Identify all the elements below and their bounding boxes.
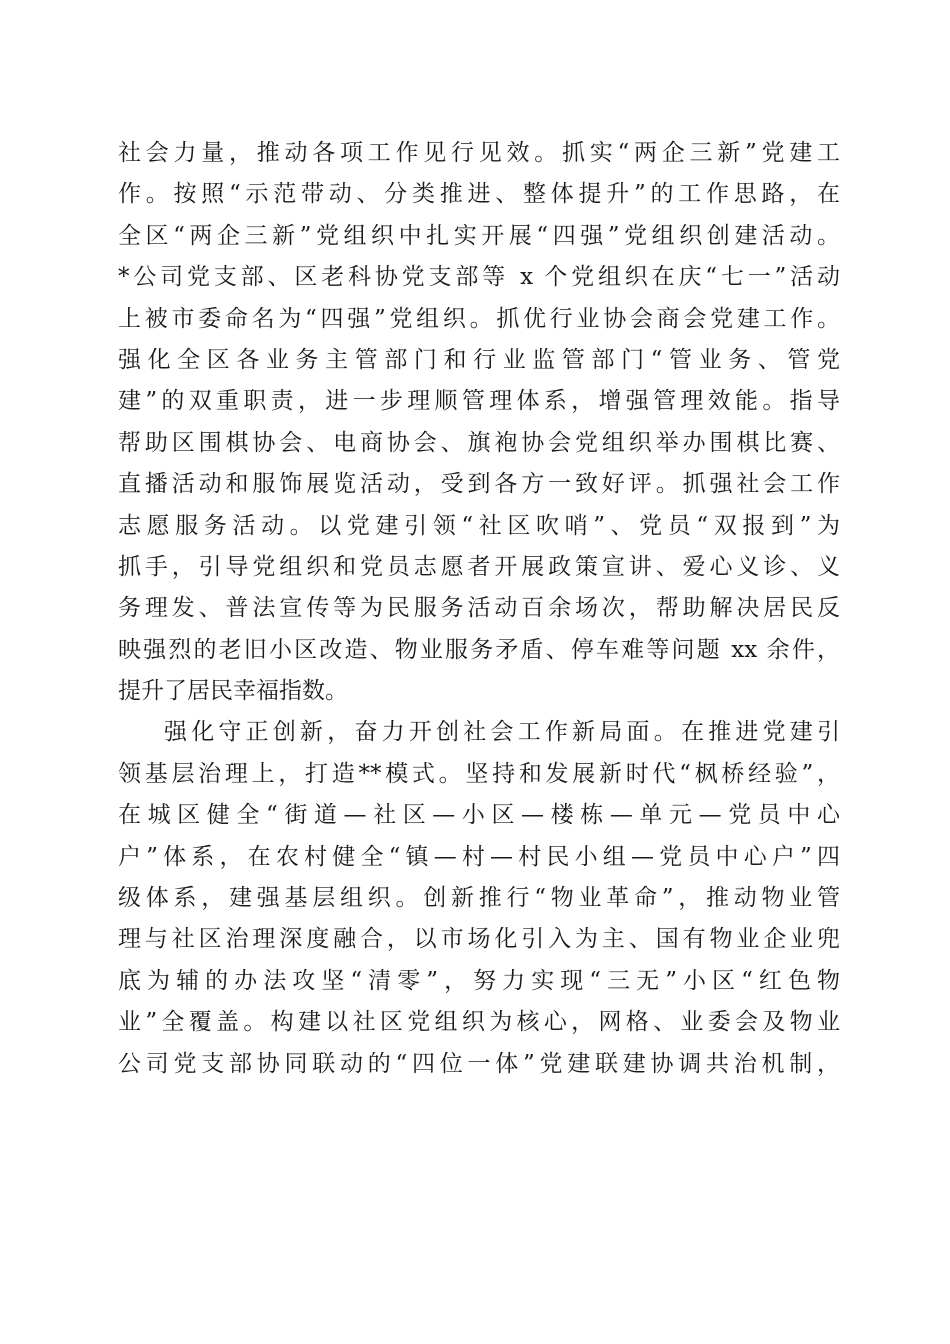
text-line: 在城区健全“街道—社区—小区—楼栋—单元—党员中心 (118, 802, 840, 829)
text-line: 映强烈的老旧小区改造、物业服务矛盾、停车难等问题 xx 余件， (118, 636, 840, 663)
paragraph-start-line: 强化守正创新，奋力开创社会工作新局面。在推进党建引 (164, 719, 840, 746)
text-line: 全区“两企三新”党组织中扎实开展“四强”党组织创建活动。 (118, 222, 840, 249)
text-line: *公司党支部、区老科协党支部等 x 个党组织在庆“七一”活动 (118, 264, 840, 291)
text-line: 帮助区围棋协会、电商协会、旗袍协会党组织举办围棋比赛、 (118, 429, 840, 456)
text-line: 公司党支部协同联动的“四位一体”党建联建协调共治机制， (118, 1050, 840, 1077)
text-line: 强化全区各业务主管部门和行业监管部门“管业务、管党 (118, 346, 840, 373)
text-line: 上被市委命名为“四强”党组织。抓优行业协会商会党建工作。 (118, 305, 840, 332)
text-line: 务理发、普法宣传等为民服务活动百余场次，帮助解决居民反 (118, 595, 840, 622)
text-line: 建”的双重职责，进一步理顺管理体系，增强管理效能。指导 (118, 388, 840, 415)
text-line: 直播活动和服饰展览活动，受到各方一致好评。抓强社会工作 (118, 471, 840, 498)
paragraph-end-line: 提升了居民幸福指数。 (118, 678, 348, 705)
text-line: 社会力量，推动各项工作见行见效。抓实“两企三新”党建工 (118, 140, 840, 166)
text-line: 理与社区治理深度融合，以市场化引入为主、国有物业企业兜 (118, 926, 840, 953)
text-line: 领基层治理上，打造**模式。坚持和发展新时代“枫桥经验”， (118, 760, 840, 787)
text-line: 志愿服务活动。以党建引领“社区吹哨”、党员“双报到”为 (118, 512, 840, 539)
body-text (118, 133, 840, 1085)
text-line: 抓手，引导党组织和党员志愿者开展政策宣讲、爱心义诊、义 (118, 553, 840, 580)
text-line: 户”体系，在农村健全“镇—村—村民小组—党员中心户”四 (118, 843, 840, 870)
text-line: 作。按照“示范带动、分类推进、整体提升”的工作思路，在 (118, 181, 840, 208)
text-line: 业”全覆盖。构建以社区党组织为核心，网格、业委会及物业 (118, 1009, 840, 1036)
text-line: 底为辅的办法攻坚“清零”，努力实现“三无”小区“红色物 (118, 967, 840, 994)
text-line: 级体系，建强基层组织。创新推行“物业革命”，推动物业管 (118, 885, 840, 912)
